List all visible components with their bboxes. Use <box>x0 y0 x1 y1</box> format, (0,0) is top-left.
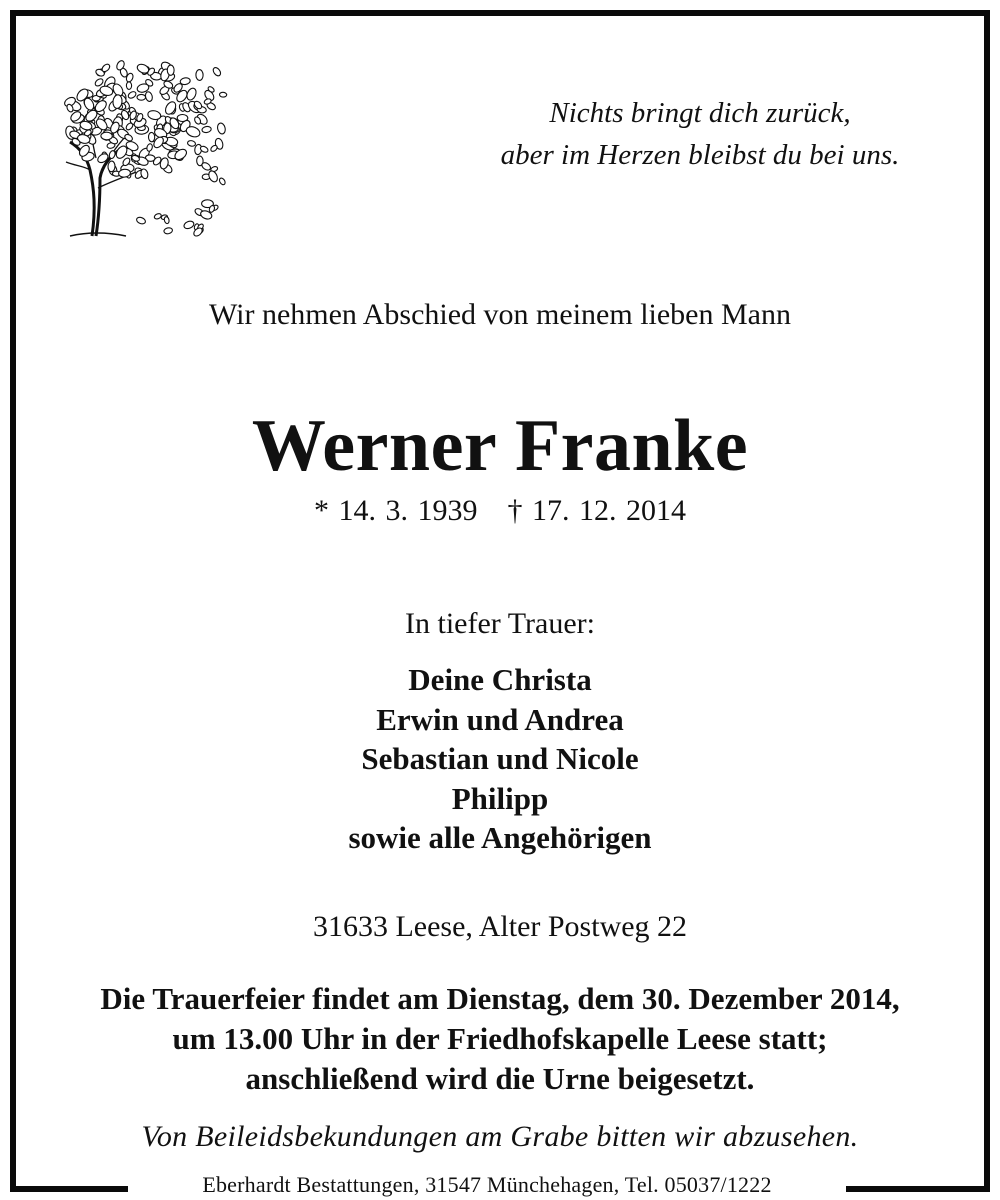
intro-text: Wir nehmen Abschied von meinem lieben Mann <box>209 298 791 331</box>
mourner-name: Sebastian und Nicole <box>361 741 639 776</box>
funeral-home-footer: Eberhardt Bestattungen, 31547 Münchehagen, Tel. 05037/1222 <box>202 1172 772 1197</box>
mourner-name: Erwin und Andrea <box>376 701 624 737</box>
mourner-name: Deine Christa <box>408 662 592 697</box>
wind-blown-tree-icon <box>40 38 230 243</box>
family-address: 31633 Leese, Alter Postweg 22 <box>312 910 688 943</box>
mourner-name: sowie alle Angehörigen <box>348 820 652 855</box>
death-date: † 17. 12. 2014 <box>507 494 686 527</box>
deceased-name: Werner Franke <box>251 405 749 487</box>
mourners-list <box>0 660 1000 858</box>
quote-line-2: aber im Herzen bleibst du bei uns. <box>500 139 900 171</box>
ceremony-line-3: anschließend wird die Urne beigesetzt. <box>245 1061 755 1096</box>
footer-band <box>128 1170 846 1200</box>
condolence-note: Von Beileidsbekundungen am Grabe bitten wir abzusehen. <box>141 1120 859 1153</box>
ceremony-line-2: um 13.00 Uhr in der Friedhofskapelle Leese statt; <box>172 1021 828 1056</box>
ceremony-line-1: Die Trauerfeier findet am Dienstag, dem 30. Dezember 2014, <box>100 981 900 1016</box>
mourner-name: Philipp <box>451 780 549 816</box>
life-dates <box>0 494 1000 528</box>
quote-line-1: Nichts bringt dich zurück, <box>549 97 851 129</box>
epigraph-quote <box>440 92 960 176</box>
mourning-heading: In tiefer Trauer: <box>405 607 595 640</box>
birth-date: * 14. 3. 1939 <box>314 494 478 527</box>
ceremony-announcement <box>0 979 1000 1099</box>
